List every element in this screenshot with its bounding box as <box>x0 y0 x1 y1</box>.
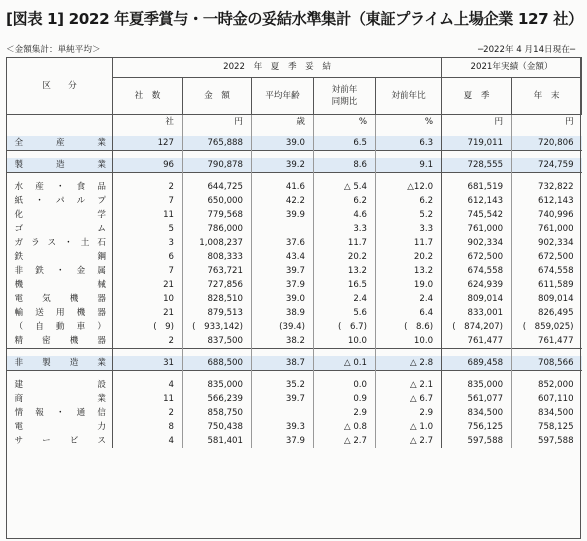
yoy-cell: △ 2.7 <box>376 434 442 448</box>
unit-summer: 円 <box>442 115 512 130</box>
unit-amount: 円 <box>183 115 252 130</box>
summer-2021-cell: 834,500 <box>442 406 512 420</box>
table-row <box>7 222 582 236</box>
summer-2021-cell: 835,000 <box>442 378 512 392</box>
yoy-cell: 11.7 <box>376 236 442 250</box>
year-end-2021-cell: 902,334 <box>512 236 582 250</box>
avg-age-cell: 37.9 <box>252 434 314 448</box>
table-row <box>7 250 582 264</box>
year-end-2021-cell: 732,822 <box>512 180 582 194</box>
amount-cell: 786,000 <box>183 222 252 236</box>
year-end-2021-cell: ( 859,025) <box>512 320 582 334</box>
year-end-2021-cell: 672,500 <box>512 250 582 264</box>
unit-yoy: % <box>376 115 442 130</box>
summer-2021-cell: 561,077 <box>442 392 512 406</box>
amount-cell: 808,333 <box>183 250 252 264</box>
section-spacer <box>7 349 582 357</box>
amount-cell: 688,500 <box>183 356 252 371</box>
companies-cell: 7 <box>113 194 183 208</box>
category-name: 非 製 造 業 <box>7 356 113 371</box>
summer-2021-cell: 761,477 <box>442 334 512 349</box>
yoy-same-period-cell: 4.6 <box>314 208 376 222</box>
summer-2021-cell: 674,558 <box>442 264 512 278</box>
amount-cell: 790,878 <box>183 158 252 173</box>
category-header: 区 分 <box>7 58 113 115</box>
amount-cell: 879,513 <box>183 306 252 320</box>
table-row <box>7 434 582 448</box>
yoy-cell: 5.2 <box>376 208 442 222</box>
companies-cell: 4 <box>113 378 183 392</box>
yoy-same-period-cell: 13.2 <box>314 264 376 278</box>
yoy-same-period-cell: 16.5 <box>314 278 376 292</box>
yoy-cell: △12.0 <box>376 180 442 194</box>
year-end-2021-cell: 809,014 <box>512 292 582 306</box>
summer-2021-cell: 597,588 <box>442 434 512 448</box>
section-spacer <box>7 173 582 181</box>
table-row <box>7 392 582 406</box>
summer-2021-cell: 681,519 <box>442 180 512 194</box>
yoy-header: 対前年比 <box>376 78 442 115</box>
summer-2021-cell: 612,143 <box>442 194 512 208</box>
companies-cell: 2 <box>113 334 183 349</box>
category-name: 鉄鋼 <box>14 252 106 262</box>
year-end-2021-cell: 826,495 <box>512 306 582 320</box>
yoy-cell: 3.3 <box>376 222 442 236</box>
table-row <box>7 180 582 194</box>
yoy-same-period-cell: 6.2 <box>314 194 376 208</box>
table-row <box>7 278 582 292</box>
table-row <box>7 208 582 222</box>
companies-cell: 7 <box>113 264 183 278</box>
companies-cell: 2 <box>113 406 183 420</box>
unit-year-end: 円 <box>512 115 582 130</box>
table-row <box>7 378 582 392</box>
yoy-cell: 20.2 <box>376 250 442 264</box>
year-end-2021-cell: 758,125 <box>512 420 582 434</box>
table-row <box>7 292 582 306</box>
category-name: 電力 <box>14 422 106 432</box>
yoy-cell: 6.2 <box>376 194 442 208</box>
summer-2021-cell: 624,939 <box>442 278 512 292</box>
avg-age-cell: 38.2 <box>252 334 314 349</box>
category-name: ゴム <box>14 224 106 234</box>
summer-2021-cell: 809,014 <box>442 292 512 306</box>
category-name: サービス <box>14 436 106 446</box>
amount-cell: 765,888 <box>183 136 252 151</box>
section-spacer <box>7 371 582 379</box>
companies-cell: 11 <box>113 392 183 406</box>
bonus-table <box>6 57 582 448</box>
year-end-2021-cell: 761,000 <box>512 222 582 236</box>
category-name: 建設 <box>14 380 106 390</box>
amount-cell: 837,500 <box>183 334 252 349</box>
amount-cell: 779,568 <box>183 208 252 222</box>
yoy-same-period-cell: 2.4 <box>314 292 376 306</box>
amount-cell: 835,000 <box>183 378 252 392</box>
avg-age-cell: 41.6 <box>252 180 314 194</box>
avg-age-cell: 39.0 <box>252 136 314 151</box>
yoy-same-period-cell: 2.9 <box>314 406 376 420</box>
year-end-2021-header: 年 末 <box>512 78 582 115</box>
summer-2021-cell: 728,555 <box>442 158 512 173</box>
yoy-cell: 2.9 <box>376 406 442 420</box>
table-row <box>7 136 582 151</box>
year-end-2021-cell: 852,000 <box>512 378 582 392</box>
avg-age-cell: 38.9 <box>252 306 314 320</box>
amount-cell: 581,401 <box>183 434 252 448</box>
avg-age-cell <box>252 222 314 236</box>
avg-age-cell: 39.7 <box>252 264 314 278</box>
year-end-2021-cell: 724,759 <box>512 158 582 173</box>
yoy-same-period-cell: 3.3 <box>314 222 376 236</box>
yoy-same-period-cell: 10.0 <box>314 334 376 349</box>
summer-2021-cell: 719,011 <box>442 136 512 151</box>
table-row <box>7 406 582 420</box>
amount-header: 金 額 <box>183 78 252 115</box>
category-name: 機械 <box>14 280 106 290</box>
amount-cell: 727,856 <box>183 278 252 292</box>
avg-age-cell: 37.9 <box>252 278 314 292</box>
companies-cell: 8 <box>113 420 183 434</box>
avg-age-cell: (39.4) <box>252 320 314 334</box>
aggregation-note: ＜金額集計：単純平均＞ <box>6 45 101 55</box>
avg-age-cell: 35.2 <box>252 378 314 392</box>
avg-age-header: 平均年齢 <box>252 78 314 115</box>
yoy-cell: △ 2.8 <box>376 356 442 371</box>
category-name: 情報・通信 <box>14 408 106 418</box>
yoy-same-period-cell: 11.7 <box>314 236 376 250</box>
avg-age-cell: 39.3 <box>252 420 314 434</box>
category-name: 商業 <box>14 394 106 404</box>
yoy-same-period-cell: 20.2 <box>314 250 376 264</box>
summer-2021-cell: 756,125 <box>442 420 512 434</box>
category-name: 全 産 業 <box>7 136 113 151</box>
summer-2021-header: 夏 季 <box>442 78 512 115</box>
companies-cell: 3 <box>113 236 183 250</box>
table-header <box>7 58 582 115</box>
as-of-date: ─2022年 4 月14日現在─ <box>477 45 575 55</box>
yoy-cell: 19.0 <box>376 278 442 292</box>
yoy-same-period-cell: ( 6.7) <box>314 320 376 334</box>
table-row <box>7 194 582 208</box>
yoy-cell: 9.1 <box>376 158 442 173</box>
companies-cell: 127 <box>113 136 183 151</box>
summer-2021-cell: 689,458 <box>442 356 512 371</box>
amount-cell: 750,438 <box>183 420 252 434</box>
avg-age-cell: 39.7 <box>252 392 314 406</box>
avg-age-cell: 39.9 <box>252 208 314 222</box>
section-spacer <box>7 129 582 136</box>
units-row <box>7 115 582 130</box>
year-end-2021-cell: 834,500 <box>512 406 582 420</box>
category-name: 輸送用機器 <box>14 308 106 318</box>
year-end-2021-cell: 761,477 <box>512 334 582 349</box>
summer-2021-cell: 902,334 <box>442 236 512 250</box>
yoy-cell: △ 2.1 <box>376 378 442 392</box>
category-name: 紙・パルプ <box>14 196 106 206</box>
yoy-same-period-cell: 6.5 <box>314 136 376 151</box>
companies-cell: 2 <box>113 180 183 194</box>
category-name: 精密機器 <box>14 336 106 346</box>
companies-cell: 96 <box>113 158 183 173</box>
category-name: 非鉄・金属 <box>14 266 106 276</box>
yoy-cell: 10.0 <box>376 334 442 349</box>
amount-cell: 828,510 <box>183 292 252 306</box>
unit-avg-age: 歳 <box>252 115 314 130</box>
yoy-cell: 6.3 <box>376 136 442 151</box>
yoy-same-period-cell: 5.6 <box>314 306 376 320</box>
table-row <box>7 158 582 173</box>
companies-cell: 4 <box>113 434 183 448</box>
year-end-2021-cell: 740,996 <box>512 208 582 222</box>
companies-header: 社 数 <box>113 78 183 115</box>
yoy-same-period-cell: 8.6 <box>314 158 376 173</box>
section-spacer <box>7 151 582 159</box>
category-name: （自動車） <box>14 322 106 332</box>
companies-cell: 31 <box>113 356 183 371</box>
table-body <box>7 115 582 449</box>
yoy-cell: △ 1.0 <box>376 420 442 434</box>
group-2021-header: 2021年実績（金額） <box>442 58 582 78</box>
table-row <box>7 334 582 349</box>
category-name: 化学 <box>14 210 106 220</box>
table-row <box>7 320 582 334</box>
summer-2021-cell: ( 874,207) <box>442 320 512 334</box>
year-end-2021-cell: 612,143 <box>512 194 582 208</box>
table-row <box>7 420 582 434</box>
year-end-2021-cell: 674,558 <box>512 264 582 278</box>
summer-2021-cell: 761,000 <box>442 222 512 236</box>
companies-cell: 10 <box>113 292 183 306</box>
summer-2021-cell: 833,001 <box>442 306 512 320</box>
amount-cell: 644,725 <box>183 180 252 194</box>
amount-cell: 858,750 <box>183 406 252 420</box>
unit-yoy-same: % <box>314 115 376 130</box>
yoy-cell: △ 6.7 <box>376 392 442 406</box>
yoy-same-period-cell: 0.0 <box>314 378 376 392</box>
avg-age-cell: 37.6 <box>252 236 314 250</box>
yoy-same-period-cell: 0.9 <box>314 392 376 406</box>
year-end-2021-cell: 607,110 <box>512 392 582 406</box>
companies-cell: 5 <box>113 222 183 236</box>
yoy-cell: 6.4 <box>376 306 442 320</box>
category-name: ガラス・土石 <box>14 238 106 248</box>
yoy-same-period-cell: △ 0.8 <box>314 420 376 434</box>
year-end-2021-cell: 597,588 <box>512 434 582 448</box>
avg-age-cell: 39.2 <box>252 158 314 173</box>
yoy-same-period-cell: △ 5.4 <box>314 180 376 194</box>
amount-cell: 1,008,237 <box>183 236 252 250</box>
companies-cell: 21 <box>113 278 183 292</box>
yoy-cell: 2.4 <box>376 292 442 306</box>
yoy-cell: 13.2 <box>376 264 442 278</box>
avg-age-cell: 39.0 <box>252 292 314 306</box>
group-2022-header: 2022 年 夏 季 妥 結 <box>113 58 442 78</box>
table-row <box>7 264 582 278</box>
yoy-same-period-header: 対前年 同期比 <box>314 78 376 115</box>
document-title: [図表 1] 2022 年夏季賞与・一時金の妥結水準集計（東証プライム上場企業 127 社） <box>6 10 583 28</box>
unit-companies: 社 <box>113 115 183 130</box>
avg-age-cell: 38.7 <box>252 356 314 371</box>
avg-age-cell <box>252 406 314 420</box>
category-name: 製 造 業 <box>7 158 113 173</box>
companies-cell: 21 <box>113 306 183 320</box>
summer-2021-cell: 672,500 <box>442 250 512 264</box>
companies-cell: 6 <box>113 250 183 264</box>
avg-age-cell: 43.4 <box>252 250 314 264</box>
amount-cell: ( 933,142) <box>183 320 252 334</box>
avg-age-cell: 42.2 <box>252 194 314 208</box>
yoy-cell: ( 8.6) <box>376 320 442 334</box>
yoy-same-period-cell: △ 0.1 <box>314 356 376 371</box>
companies-cell: ( 9) <box>113 320 183 334</box>
amount-cell: 566,239 <box>183 392 252 406</box>
companies-cell: 11 <box>113 208 183 222</box>
category-name: 電気機器 <box>14 294 106 304</box>
table-row <box>7 306 582 320</box>
table-row <box>7 356 582 371</box>
year-end-2021-cell: 708,566 <box>512 356 582 371</box>
year-end-2021-cell: 720,806 <box>512 136 582 151</box>
amount-cell: 650,000 <box>183 194 252 208</box>
year-end-2021-cell: 611,589 <box>512 278 582 292</box>
table-row <box>7 236 582 250</box>
amount-cell: 763,721 <box>183 264 252 278</box>
yoy-same-period-cell: △ 2.7 <box>314 434 376 448</box>
category-name: 水産・食品 <box>14 182 106 192</box>
summer-2021-cell: 745,542 <box>442 208 512 222</box>
